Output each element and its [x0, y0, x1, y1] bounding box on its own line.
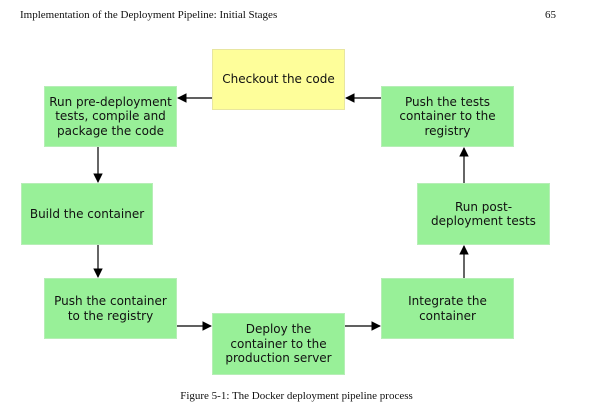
- figure-caption: Figure 5-1: The Docker deployment pipeline process: [180, 390, 413, 402]
- node-post-deployment-tests-label: Run post-deployment tests: [431, 199, 536, 228]
- page-number: 65: [545, 9, 556, 21]
- node-checkout-code-label: Checkout the code: [222, 72, 335, 87]
- node-push-container-registry-label: Push the container to the registry: [54, 294, 167, 323]
- node-deploy-container-label: Deploy the container to the production server: [225, 322, 332, 366]
- node-build-container-label: Build the container: [29, 206, 145, 221]
- node-integrate-container-label: Integrate the container: [408, 294, 487, 323]
- node-push-tests-container-label: Push the tests container to the registry: [399, 94, 496, 138]
- running-title: Implementation of the Deployment Pipeline: Initial Stages: [20, 9, 278, 21]
- node-pre-deployment-tests-label: Run pre-deployment tests, compile and package the code: [49, 94, 172, 138]
